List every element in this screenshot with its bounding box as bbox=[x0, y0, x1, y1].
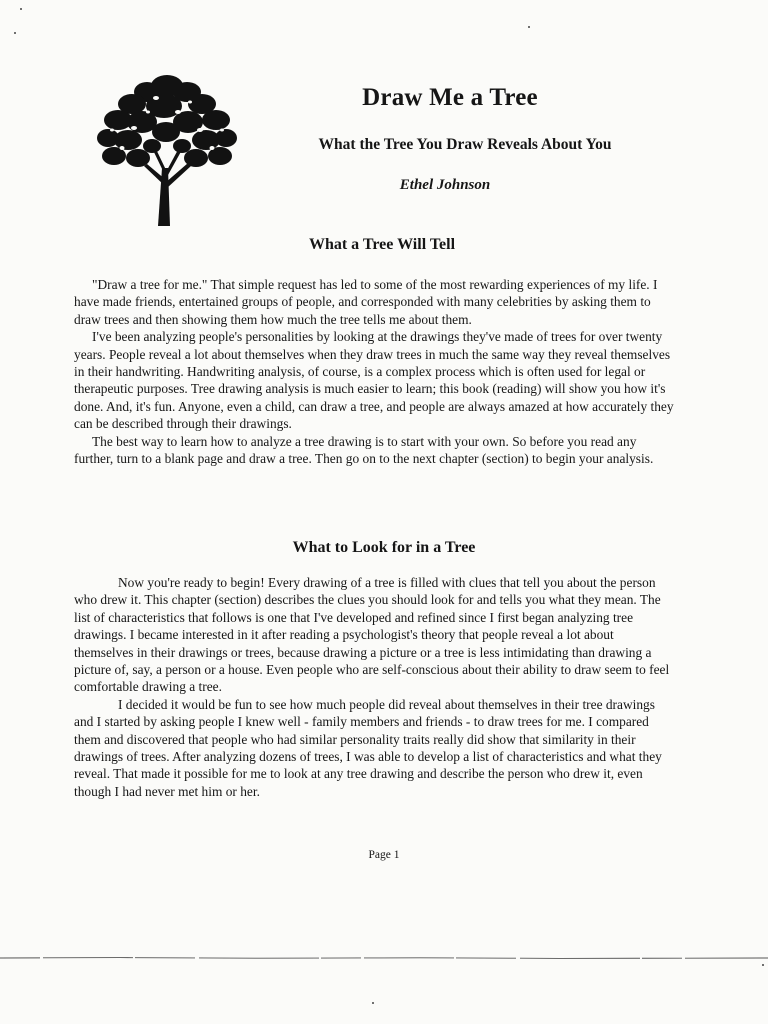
scan-edge-line bbox=[0, 955, 768, 961]
paragraph: I decided it would be fun to see how much people did reveal about themselves in their tree drawings and I started by asking people I knew well - family members and friends - to draw trees for me. I compared them and discovered that people who had similar personality traits really did show that similarity in their drawings of trees. After analyzing dozens of trees, I was able to develop a list of characteristics and what they reveal. That made it possible for me to look at any tree drawing and describe the person who drew it, even though I had never met him or her. bbox=[74, 696, 662, 799]
tree-icon bbox=[92, 68, 242, 230]
section-heading: What a Tree Will Tell bbox=[308, 236, 456, 253]
scan-speck bbox=[528, 26, 530, 28]
section-body bbox=[74, 276, 674, 467]
page-number: Page 1 bbox=[368, 849, 400, 861]
author-name: Ethel Johnson bbox=[399, 177, 491, 193]
scan-speck bbox=[372, 1002, 374, 1004]
paragraph: I've been analyzing people's personalities by looking at the drawings they've made of trees for over twenty years. People reveal a lot about themselves when they draw trees in much the same way they reveal themselves in their handwriting. Handwriting analysis, of course, is a complex process which is often used for legal or therapeutic purposes. Tree drawing analysis is much easier to learn; this book (reading) will show you how it's done. And, it's fun. Anyone, even a child, can draw a tree, and people are always amazed at how accurately they can be described through their drawings. bbox=[74, 329, 674, 432]
scan-speck bbox=[14, 32, 16, 34]
paragraph: "Draw a tree for me." That simple request has led to some of the most rewarding experiences of my life. I have made friends, entertained groups of people, and corresponded with many celebrities by asking them to draw trees and then showing them how much the tree tells me about them. bbox=[74, 277, 658, 327]
scan-speck bbox=[762, 964, 764, 966]
paragraph: The best way to learn how to analyze a tree drawing is to start with your own. So before you read any further, turn to a blank page and draw a tree. Then go on to the next chapter (section) to begin your analysis. bbox=[74, 433, 654, 467]
section-heading: What to Look for in a Tree bbox=[292, 539, 476, 556]
document-title: Draw Me a Tree bbox=[362, 84, 538, 111]
document-subtitle: What the Tree You Draw Reveals About You bbox=[318, 136, 612, 153]
section-body bbox=[74, 574, 674, 800]
scan-speck bbox=[20, 8, 22, 10]
paragraph: Now you're ready to begin! Every drawing of a tree is filled with clues that tell you about the person who drew it. This chapter (section) describes the clues you should look for and tells you what they mean. The list of characteristics that follows is one that I've developed and refined since I first began analyzing tree drawings. I became interested in it after reading a psychologist's theory that people reveal a lot about themselves in their drawings or trees, because drawing a picture or a tree is less intimidating than drawing a picture of, say, a person or a house. Even people who are self-conscious about their ability to draw seem to feel comfortable drawing a tree. bbox=[74, 575, 670, 695]
